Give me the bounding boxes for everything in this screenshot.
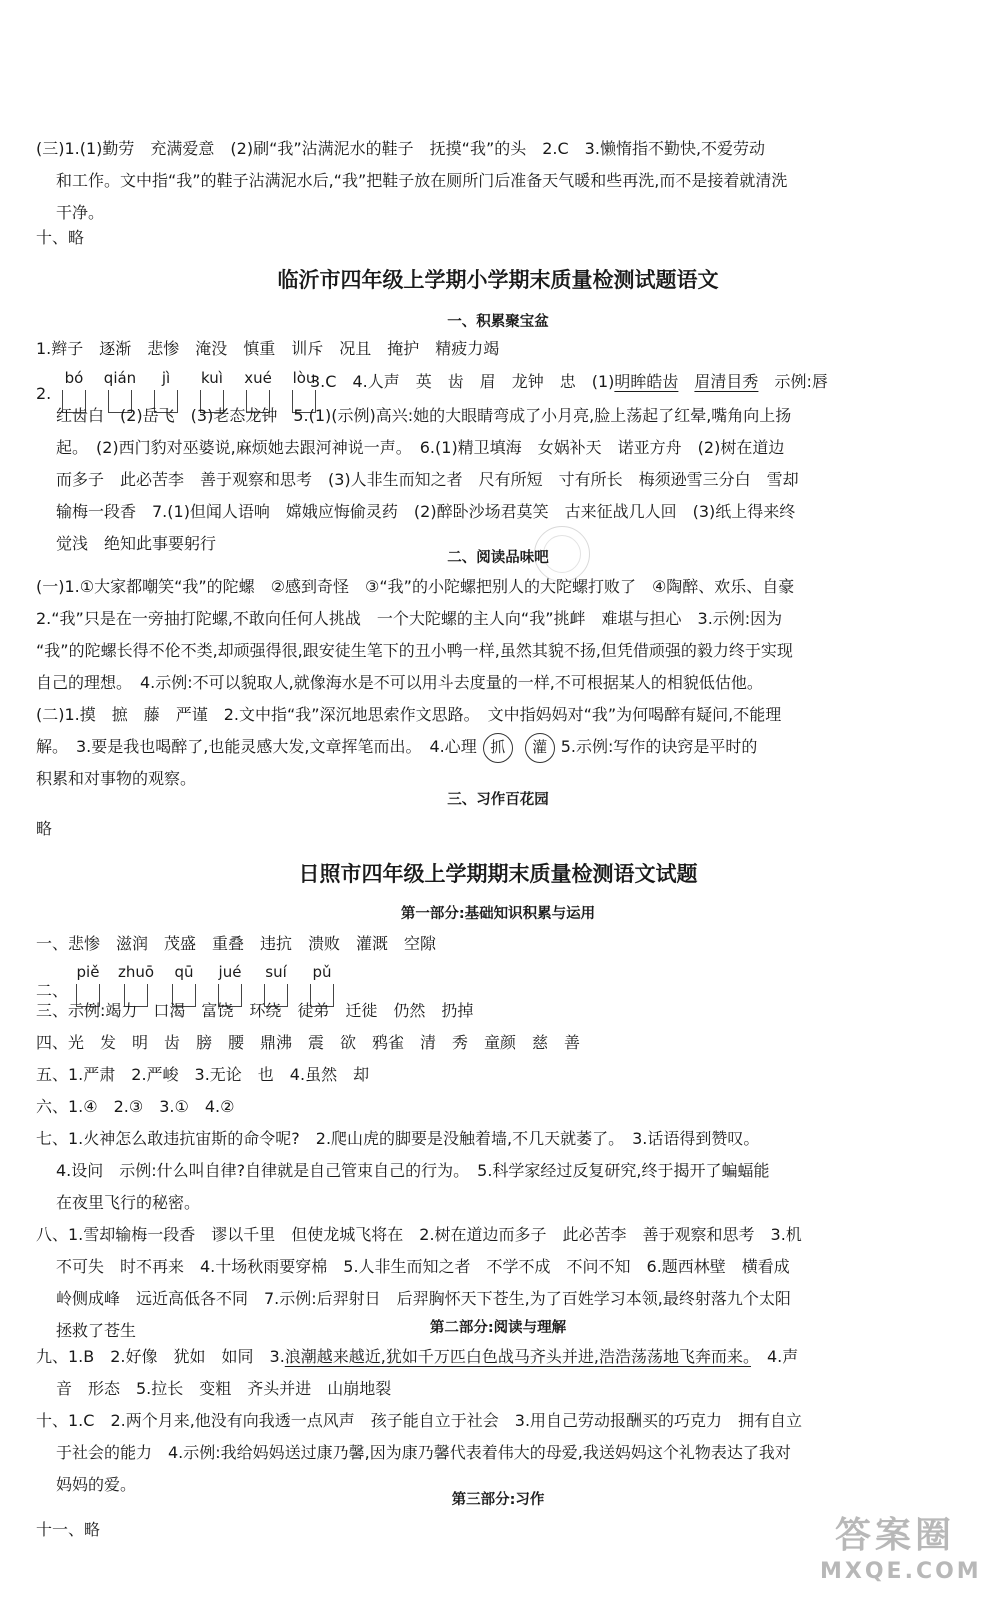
answer-text: 3.C 4.人声 英 齿 眉 龙钟 忠 (1) bbox=[310, 372, 615, 391]
answer-text: 起。 (2)西门豹对巫婆说,麻烦她去跟河神说一声。 6.(1)精卫填海 女娲补天 诺亚方舟 (2)树在道边 bbox=[56, 438, 785, 457]
pinyin-item: pǔ bbox=[304, 962, 340, 1007]
intro-line: 十、略 bbox=[36, 228, 85, 247]
answer-block bbox=[36, 1341, 960, 1501]
answer-text: 4.声 bbox=[766, 1347, 799, 1366]
pinyin-item: qián bbox=[102, 368, 138, 413]
answer-line bbox=[310, 366, 960, 398]
answer-text: 六、1.④ 2.③ 3.① 4.② bbox=[36, 1097, 235, 1116]
underlined-answer: 眉清目秀 bbox=[694, 372, 759, 391]
intro-line: (三)1.(1)勤劳 充满爱意 (2)刷“我”沾满泥水的鞋子 抚摸“我”的头 2.C 3.懒惰指不勤快,不爱劳动 bbox=[36, 139, 766, 158]
answer-block bbox=[36, 995, 960, 1347]
answer-text: 一、悲惨 滋润 茂盛 重叠 违抗 溃败 灌溉 空隙 bbox=[36, 934, 437, 953]
pinyin-item: jì bbox=[148, 368, 184, 413]
answer-text: 略 bbox=[36, 819, 53, 838]
answer-text: 1.辫子 逐渐 悲惨 淹没 慎重 训斥 况且 掩护 精疲力竭 bbox=[36, 339, 500, 358]
answer-text: “我”的陀螺长得不伦不类,却顽强得很,跟安徒生笔下的丑小鸭一样,虽然其貌不扬,但凭借顽强的毅力终于实现 bbox=[36, 641, 793, 660]
answer-text: 在夜里飞行的秘密。 bbox=[56, 1193, 201, 1212]
answer-text: 三、示例:竭力 口渴 富饶 环绕 徒弟 迁徙 仍然 扔掉 bbox=[36, 1001, 474, 1020]
answer-text: 音 形态 5.拉长 变粗 齐头并进 山崩地裂 bbox=[56, 1379, 392, 1398]
pinyin-item: jué bbox=[212, 962, 248, 1007]
intro-line: 干净。 bbox=[56, 203, 105, 222]
answer-text: 五、1.严肃 2.严峻 3.无论 也 4.虽然 却 bbox=[36, 1065, 370, 1084]
answer-text: 输梅一段香 7.(1)但闻人语响 嫦娥应悔偷灵药 (2)醉卧沙场君莫笑 古来征战几人回 (3)纸上得来终 bbox=[56, 502, 796, 521]
answer-text: 八、1.雪却输梅一段香 谬以千里 但使龙城飞将在 2.树在道边而多子 此必苦李 善于观察和思考 3.机 bbox=[36, 1225, 802, 1244]
question-number: 2. bbox=[36, 384, 52, 403]
answer-text: 不可失 时不再来 4.十场秋雨要穿棉 5.人非生而知之者 不学不成 不问不知 6.题西林壁 横看成 bbox=[56, 1257, 790, 1276]
pinyin-item: suí bbox=[258, 962, 294, 1007]
pinyin-item: lòu bbox=[286, 368, 322, 413]
question-number: 二、 bbox=[36, 981, 69, 1000]
intro-end bbox=[36, 222, 960, 254]
answer-text: 5.示例:写作的诀窍是平时的 bbox=[560, 737, 758, 756]
answer-text: 岭侧成峰 远近高低各不同 7.示例:后羿射日 后羿胸怀天下苍生,为了百姓学习本领,最终射落九个太阳 bbox=[56, 1289, 791, 1308]
answer-text: 4.设问 示例:什么叫自律?自律就是自己管束自己的行为。 5.科学家经过反复研究,终于揭开了蝙蝠能 bbox=[56, 1161, 770, 1180]
answer-text: 七、1.火神怎么敢违抗宙斯的命令呢? 2.爬山虎的脚要是没触着墙,不几天就萎了。 3.话语得到赞叹。 bbox=[36, 1129, 760, 1148]
intro-line: 和工作。文中指“我”的鞋子沾满泥水后,“我”把鞋子放在厕所门后准备天气暖和些再洗,而不是接着就清洗 bbox=[56, 171, 788, 190]
part-title: 第一部分:基础知识积累与运用 bbox=[400, 906, 596, 922]
pinyin-item: kuì bbox=[194, 368, 230, 413]
answer-text: 红齿白 (2)岳飞 (3)老态龙钟 5.(1)(示例)高兴:她的大眼睛弯成了小月亮,脸上荡起了红晕,嘴角向上扬 bbox=[56, 406, 792, 425]
subsection-title: 三、习作百花园 bbox=[447, 792, 549, 808]
answer-text: 九、1.B 2.好像 犹如 如同 3. bbox=[36, 1347, 285, 1366]
circled-character: 灌 bbox=[525, 733, 555, 763]
underlined-answer: 明眸皓齿 bbox=[614, 372, 679, 391]
answer-text: 妈妈的爱。 bbox=[56, 1475, 137, 1494]
part-title: 第二部分:阅读与理解 bbox=[429, 1320, 567, 1336]
pinyin-item: bó bbox=[56, 368, 92, 413]
answer-text: 十一、略 bbox=[36, 1520, 101, 1539]
logo-text: MXQE.COM bbox=[820, 1559, 982, 1584]
underlined-answer: 浪潮越来越近,犹如千万匹白色战马齐头并进,浩浩荡荡地飞奔而来。 bbox=[284, 1347, 751, 1366]
answer-text: 自己的理想。 4.示例:不可以貌取人,就像海水是不可以用斗去度量的一样,不可根据某人的相貌低估他。 bbox=[36, 673, 763, 692]
site-logo bbox=[820, 1514, 982, 1594]
pinyin-item: xué bbox=[240, 368, 276, 413]
subsection-title: 一、积累聚宝盆 bbox=[447, 314, 549, 330]
circled-character: 抓 bbox=[483, 733, 513, 763]
answer-text: (二)1.摸 摭 藤 严谨 2.文中指“我”深沉地思索作文思路。 文中指妈妈对“我”为何喝醉有疑问,不能理 bbox=[36, 705, 782, 724]
answer-text: 拯救了苍生 bbox=[56, 1321, 137, 1340]
answer-block bbox=[36, 571, 960, 795]
answer-text: 2.“我”只是在一旁抽打陀螺,不敢向任何人挑战 一个大陀螺的主人向“我”挑衅 难堪与担心 3.示例:因为 bbox=[36, 609, 783, 628]
answer-text: 解。 3.要是我也喝醉了,也能灵感大发,文章挥笔而出。 4.心理 bbox=[36, 737, 477, 756]
answer-text: 十、1.C 2.两个月来,他没有向我透一点风声 孩子能自立于社会 3.用自己劳动报酬买的巧克力 拥有自立 bbox=[36, 1411, 803, 1430]
section-title: 日照市四年级上学期期末质量检测语文试题 bbox=[298, 862, 698, 886]
answer-text: 而多子 此必苦李 善于观察和思考 (3)人非生而知之者 尺有所短 寸有所长 梅须逊雪三分白 雪却 bbox=[56, 470, 799, 489]
answer-line bbox=[36, 928, 960, 960]
pinyin-item: piě bbox=[70, 962, 106, 1007]
answer-text: (一)1.①大家都嘲笑“我”的陀螺 ②感到奇怪 ③“我”的小陀螺把别人的大陀螺打败了 ④陶醉、欢乐、自豪 bbox=[36, 577, 795, 596]
section-title: 临沂市四年级上学期小学期末质量检测试题语文 bbox=[277, 268, 719, 292]
answer-line bbox=[36, 333, 960, 365]
answer-text: 觉浅 绝知此事要躬行 bbox=[56, 534, 217, 553]
answer-line bbox=[36, 813, 960, 845]
pinyin-item: qū bbox=[166, 962, 202, 1007]
pinyin-item: zhuō bbox=[118, 962, 154, 1007]
intro-block bbox=[36, 133, 960, 229]
answer-text: 示例:唇 bbox=[774, 372, 828, 391]
logo-text: 答案圈 bbox=[834, 1515, 955, 1556]
answer-text: 四、光 发 明 齿 膀 腰 鼎沸 震 欲 鸦雀 清 秀 童颜 慈 善 bbox=[36, 1033, 581, 1052]
answer-text: 于社会的能力 4.示例:我给妈妈送过康乃馨,因为康乃馨代表着伟大的母爱,我送妈妈这个礼物表达了我对 bbox=[56, 1443, 791, 1462]
answer-block bbox=[36, 400, 960, 560]
answer-text: 积累和对事物的观察。 bbox=[36, 769, 197, 788]
subsection-title: 二、阅读品味吧 bbox=[447, 550, 549, 566]
part-title: 第三部分:习作 bbox=[451, 1492, 545, 1508]
